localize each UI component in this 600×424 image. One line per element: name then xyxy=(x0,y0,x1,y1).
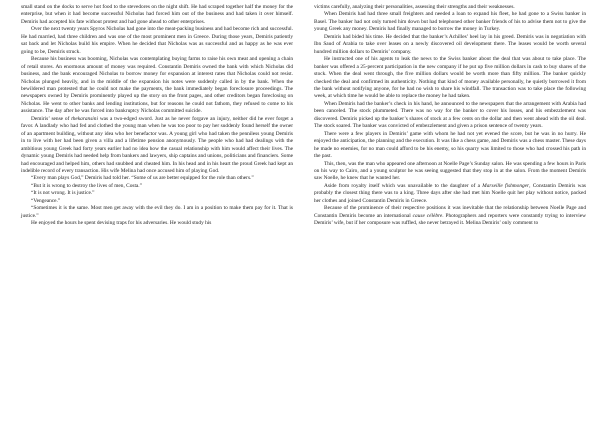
paragraph: small stand on the docks to serve hot food to the stevedores on the night shift. He had scraped together half the money for the enterprise, but when it had become successful Nicholas had forced him out of the business and had taken it over himself. Demiris had accepted his fate without protest and had gone ahead to other enterprises. xyxy=(21,4,293,25)
dialogue-line: “But it is wrong to destroy the lives of men, Costa.” xyxy=(31,182,143,189)
paragraph: He instructed one of his agents to leak the news to the Swiss banker about the deal that was about to take place. The banker was offered a 25-percent participation in the new company if he put up five million dollars in cash to buy shares of the stock. When the deal went through, the five million dollars would be worth more than fifty million. The banker quickly checked the deal and confirmed its authenticity. Nothing that kind of money available personally, he quietly borrowed it from the bank without notifying anyone, for he had no wish to share his windfall. The transaction was to take place the following week, at which time he would be able to replace the money he had taken. xyxy=(314,56,586,100)
paragraph: When Demiris had had three small freighters and needed a loan to expand his fleet, he had gone to a Swiss banker in Basel. The banker had not only turned him down but had telephoned other banker friends of his to advise them not to give the young Greek any money. Demiris had finally managed to borrow the money in Turkey. xyxy=(314,11,586,33)
left-column xyxy=(21,4,293,228)
paragraph: Demiris’ sense of thekaransini was a two-edged sword. Just as he never forgave an injury, neither did he ever forget a favor. A landlady who had fed and clothed the young man when he was too poor to pay her suddenly found herself the owner of an apartment building, without any idea who her benefactor was. A young girl who had taken the penniless young Demiris in to live with her had been given a villa and a lifetime pension anonymously. The people who had had dealings with the ambitious young Greek had forty years earlier had no idea how the casual relationship with him would affect their lives. The dynamic young Demiris had needed help from bankers and lawyers, ship captains and unions, politicians and financiers. Some had encouraged and helped him, others had snubbed and cheated him. In his head and in his heart the proud Greek had kept an indelible record of every transaction. His wife Melina had once accused him of playing God. xyxy=(21,115,293,174)
paragraph: Demiris had bided his time. He decided that the banker’s Achilles’ heel lay in his greed. Demiris was in negotiation with Ibn Saud of Arabia to take over leases on a newly discovered oil development there. The leases would be worth several hundred million dollars to Demiris’ company. xyxy=(314,33,586,55)
dialogue-line: “Vengeance.” xyxy=(31,197,61,204)
paragraph: He enjoyed the hours he spent devising traps for his adversaries. He would study his xyxy=(31,220,212,227)
paragraph: victims carefully, analyzing their personalities, assessing their strengths and their weaknesses. xyxy=(314,4,515,10)
paragraph: Aside from royalty itself which was unavailable to the daughter of a Marseille fishmonger, Constantin Demiris was probably the closest thing there was to a king. Three days after she had met him Noelle quit her play without notice, packed her clothes and joined Constantin Demiris in Greece. xyxy=(314,182,586,204)
paragraph: This, then, was the man who appeared one afternoon at Noelle Page’s Sunday salon. He was spending a few hours in Paris on his way to Cairo, and a young sculptor he was seeing suggested that they stop in at the salon. From the moment Demiris saw Noelle, he knew that he wanted her. xyxy=(314,160,586,182)
dialogue-line: “Sometimes it is the same. Most men get away with the evil they do. I am in a position to make them pay for it. That is justice.” xyxy=(21,205,293,219)
paragraph: Because his business was booming, Nicholas was contemplating buying farms to raise his own meat and opening a chain of retail stores. An enormous amount of money was required. Constantin Demiris owned the bank with which Nicholas did business, and the bank encouraged Nicholas to borrow money for expansion at interest rates that Nicholas could not resist. Nicholas plunged heavily, and in the middle of the expansion his notes were suddenly called in by the bank. When the bewildered man protested that he could not make the payments, the bank immediately began foreclosure proceedings. The newspapers owned by Demiris prominently played up the story on the front pages, and other creditors began foreclosing on Nicholas. He went to other banks and lending institutions, but for reasons he could not fathom, they refused to come to his assistance. The day after he was forced into bankruptcy Nicholas committed suicide. xyxy=(21,56,293,115)
dialogue-line: “Every man plays God,” Demiris had told her. “Some of us are better equipped for the role than others.” xyxy=(31,175,254,182)
paragraph: Over the next twenty years Spyros Nicholas had gone into the meat-packing business and had become rich and successful. He had married, had three children and was one of the most prominent men in Greece. During those years, Demiris patiently sat back and let Nicholas build his empire. When he decided that Nicholas was as successful and as happy as he was ever going to be, Demiris struck. xyxy=(21,26,293,55)
paragraph: Because of the prominence of their respective positions it was inevitable that the relationship between Noelle Page and Constantin Demiris become an international cause célèbre. Photographers and reporters were constantly trying to interview Demiris’ wife, but if her composure was ruffled, she never betrayed it. Melina Demiris’ only comment to xyxy=(314,205,587,227)
dialogue-line: “It is not wrong. It is justice.” xyxy=(31,190,95,197)
right-column xyxy=(314,4,586,228)
paragraph: There were a few players in Demiris’ game with whom he had not yet evened the score, but he was in no hurry. He enjoyed the anticipation, the planning and the execution. It was like a chess game, and Demiris was a chess master. These days he made no enemies, for no man could afford to be his enemy, so his quarry was limited to those who had crossed his path in the past. xyxy=(314,130,586,160)
paragraph: When Demiris had the banker’s check in his hand, he announced to the newspapers that the arrangement with Arabia had been canceled. The stock plummeted. There was no way for the banker to cover his losses, and his embezzlement was discovered. Demiris picked up the banker’s shares of stock at a few cents on the dollar and then went ahead with the oil deal. The stock soared. The banker was convicted of embezzlement and given a prison sentence of twenty years. xyxy=(314,100,586,130)
